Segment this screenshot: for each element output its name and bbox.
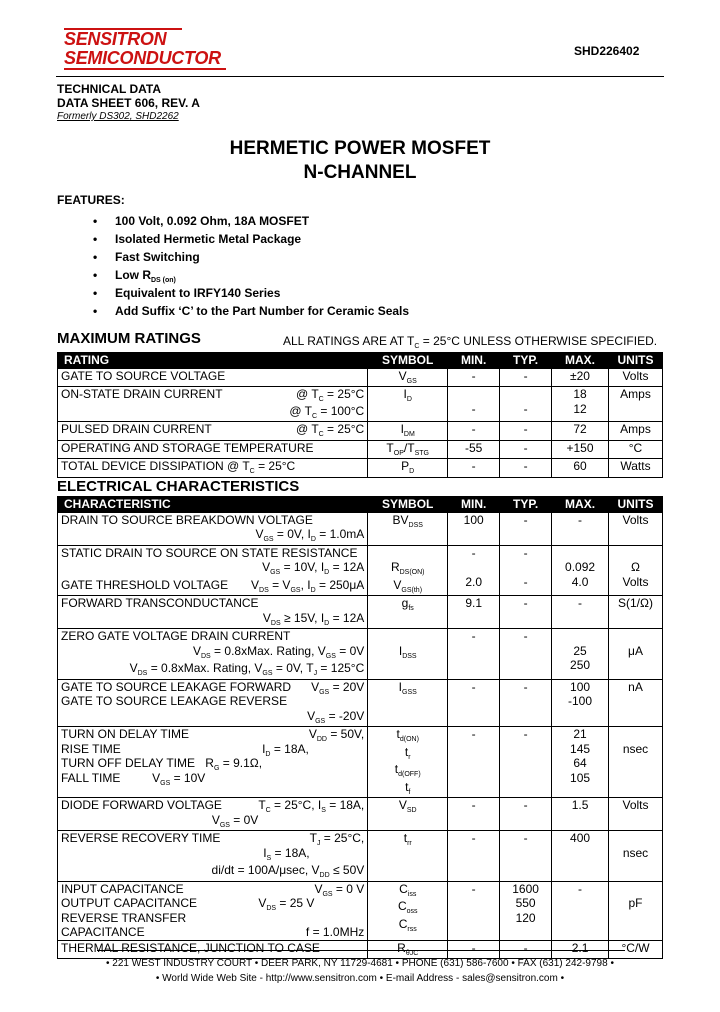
table-row: TURN ON DELAY TIME $V_{DD} = 50V$, RISE TIME $I_D = 18A$, TURN OFF DELAY TIME $R_G = 9.1\Omega$, FALL TIME $V_{GS} = 10V$ $t_{d(ON)}$ $t_r$ $t_{d(OFF)}$ $t_f$ - - 21 145 64 105 nsec <box>58 727 663 798</box>
col-min: MIN. <box>448 353 500 369</box>
list-item: • Isolated Hermetic Metal Package <box>93 230 409 248</box>
page-title <box>0 137 720 185</box>
footer-divider <box>97 950 625 951</box>
table-row: DRAIN TO SOURCE BREAKDOWN VOLTAGE $V_{GS} = 0V$, $I_D = 1.0mA$ $BV_{DSS}$ 100 - - Volts <box>58 512 663 545</box>
col-max: MAX. <box>552 353 609 369</box>
list-item: • Add Suffix ‘C’ to the Part Number for Ceramic Seals <box>93 302 409 320</box>
list-item: • Equivalent to IRFY140 Series <box>93 284 409 302</box>
tech-data-label: TECHNICAL DATA <box>57 82 161 96</box>
col-typ: TYP. <box>500 497 552 513</box>
footer <box>0 956 720 986</box>
header-divider <box>56 76 664 77</box>
table-row: DIODE FORWARD VOLTAGE $T_C = 25^\circ C$, $I_S = 18A$, $V_{GS} = 0V$ $V_{SD}$ - - 1.5 Volts <box>58 798 663 831</box>
col-units: UNITS <box>609 497 663 513</box>
company-logo <box>64 28 226 70</box>
table-row: OPERATING AND STORAGE TEMPERATURE $T_{OP}/T_{STG}$ -55 - +150 °C <box>58 440 663 459</box>
title-line1: HERMETIC POWER MOSFET <box>229 138 491 159</box>
table-row: INPUT CAPACITANCE $V_{GS} = 0$ V OUTPUT CAPACITANCE $V_{DS} = 25$ V REVERSE TRANSFER CAPACITANCE f = 1.0MHz $C_{iss}$ $C_{oss}$ $C_{rss}$ - 1600 550 120 - pF <box>58 881 663 940</box>
features-heading: FEATURES: <box>57 193 125 207</box>
col-typ: TYP. <box>500 353 552 369</box>
footer-address: • 221 WEST INDUSTRY COURT • DEER PARK, NY 11729-4681 • PHONE (631) 586-7600 • FAX (631) 242-9798 • <box>106 958 614 969</box>
table-header <box>58 497 663 513</box>
list-item: • 100 Volt, 0.092 Ohm, 18A MOSFET <box>93 212 409 230</box>
col-symbol: SYMBOL <box>368 497 448 513</box>
electrical-heading: ELECTRICAL CHARACTERISTICS <box>57 478 300 495</box>
col-rating: RATING <box>58 353 368 369</box>
logo-line1: SENSITRON <box>64 28 182 49</box>
table-row: GATE TO SOURCE VOLTAGE $V_{GS}$ - - ±20 Volts <box>58 368 663 387</box>
col-characteristic: CHARACTERISTIC <box>58 497 368 513</box>
data-sheet-label: DATA SHEET 606, REV. A <box>57 96 200 110</box>
max-ratings-heading: MAXIMUM RATINGS <box>57 330 201 347</box>
formerly-label: Formerly DS302, SHD2262 <box>57 111 179 122</box>
table-row: REVERSE RECOVERY TIME $T_J = 25^\circ C$, $I_S = 18A$, di/dt = 100A/μsec, $V_{DD} \le 50V$ $t_{rr}$ - - 400 nsec <box>58 831 663 882</box>
max-ratings-note: ALL RATINGS ARE AT $T_C = 25^\circ C$ UNLESS OTHERWISE SPECIFIED. <box>283 334 658 350</box>
col-symbol: SYMBOL <box>368 353 448 369</box>
logo-line2: SEMICONDUCTOR <box>64 49 226 70</box>
table-row: PULSED DRAIN CURRENT @ $T_C = 25^\circ C$ $I_{DM}$ - - 72 Amps <box>58 422 663 441</box>
table-row: ON-STATE DRAIN CURRENT @ $T_C = 25^\circ C$ @ $T_C = 100^\circ C$ $I_D$ - - 18 12 Amps <box>58 387 663 422</box>
col-min: MIN. <box>448 497 500 513</box>
max-ratings-table <box>57 352 663 478</box>
table-header <box>58 353 663 369</box>
table-row: ZERO GATE VOLTAGE DRAIN CURRENT $V_{DS}$ = 0.8xMax. Rating, $V_{GS} = 0V$ $V_{DS}$ = 0.8xMax. Rating, $V_{GS} = 0V$, $T_J = 125^\circ C$ $I_{DSS}$ - - 25 250 μA <box>58 629 663 680</box>
col-units: UNITS <box>608 353 662 369</box>
electrical-table <box>57 496 663 959</box>
table-row: THERMAL RESISTANCE, JUNCTION TO CASE $R_{\theta JC}$ - - 2.1 °C/W <box>58 940 663 959</box>
col-max: MAX. <box>552 497 609 513</box>
list-item: • Fast Switching <box>93 248 409 266</box>
list-item: • Low $R_{DS (on)}$ <box>93 266 409 284</box>
table-row: GATE TO SOURCE LEAKAGE FORWARD $V_{GS} = 20V$ GATE TO SOURCE LEAKAGE REVERSE $V_{GS} = -20V$ $I_{GSS}$ - - 100 -100 nA <box>58 679 663 727</box>
table-row: FORWARD TRANSCONDUCTANCE $V_{DS} \ge 15V$, $I_D = 12A$ $g_{fs}$ 9.1 - - S(1/Ω) <box>58 596 663 629</box>
title-line2: N-CHANNEL <box>303 162 417 183</box>
table-row: TOTAL DEVICE DISSIPATION @ $T_C = 25^\circ C$ $P_D$ - - 60 Watts <box>58 459 663 478</box>
footer-web: • World Wide Web Site - http://www.sensitron.com • E-mail Address - sales@sensitron.com • <box>155 973 565 984</box>
table-row: STATIC DRAIN TO SOURCE ON STATE RESISTANCE $V_{GS} = 10V$, $I_D = 12A$ GATE THRESHOLD VOLTAGE $V_{DS} = V_{GS}$, $I_D = 250\mu A$ $R_{DS(ON)}$ $V_{GS(th)}$ - 2.0 - - 0.092 4.0 Ω Volts <box>58 545 663 596</box>
features-list <box>93 212 409 320</box>
technical-data-block <box>57 82 200 124</box>
part-number: SHD226402 <box>574 44 640 58</box>
